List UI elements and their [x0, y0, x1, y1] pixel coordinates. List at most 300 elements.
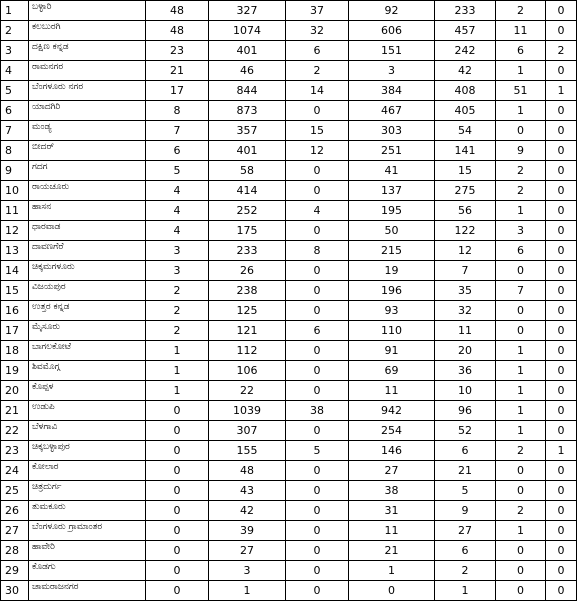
district-name-cell: ಬೀದರ್	[29, 141, 146, 161]
value-cell-col-5: 10	[435, 381, 496, 401]
value-cell-col-2: 238	[209, 281, 286, 301]
value-cell-col-4: 3	[349, 61, 435, 81]
value-cell-col-2: 125	[209, 301, 286, 321]
value-cell-col-7: 0	[546, 481, 577, 501]
value-cell-col-4: 110	[349, 321, 435, 341]
value-cell-col-2: 233	[209, 241, 286, 261]
district-name-cell: ಬಳ್ಳಾರಿ	[29, 1, 146, 21]
table-row	[1, 61, 577, 81]
value-cell-col-5: 52	[435, 421, 496, 441]
table-row	[1, 361, 577, 381]
value-cell-col-7: 0	[546, 421, 577, 441]
district-name-cell: ರಾಯಚೂರು	[29, 181, 146, 201]
table-row	[1, 301, 577, 321]
table-row	[1, 441, 577, 461]
value-cell-col-5: 32	[435, 301, 496, 321]
serial-number-cell: 16	[1, 301, 29, 321]
table-row	[1, 141, 577, 161]
serial-number-cell: 17	[1, 321, 29, 341]
value-cell-col-6: 1	[496, 361, 546, 381]
value-cell-col-7: 0	[546, 321, 577, 341]
value-cell-col-4: 93	[349, 301, 435, 321]
value-cell-col-4: 196	[349, 281, 435, 301]
value-cell-col-1: 4	[146, 201, 209, 221]
value-cell-col-2: 26	[209, 261, 286, 281]
value-cell-col-1: 21	[146, 61, 209, 81]
value-cell-col-5: 242	[435, 41, 496, 61]
district-name-cell: ಚಿಕ್ಕಬಳ್ಳಾಪುರ	[29, 441, 146, 461]
value-cell-col-7: 0	[546, 381, 577, 401]
value-cell-col-4: 606	[349, 21, 435, 41]
value-cell-col-1: 48	[146, 21, 209, 41]
serial-number-cell: 8	[1, 141, 29, 161]
table-row	[1, 121, 577, 141]
value-cell-col-5: 56	[435, 201, 496, 221]
district-name-cell: ಮೈಸೂರು	[29, 321, 146, 341]
value-cell-col-7: 0	[546, 21, 577, 41]
table-row	[1, 241, 577, 261]
value-cell-col-7: 0	[546, 261, 577, 281]
value-cell-col-6: 0	[496, 561, 546, 581]
value-cell-col-4: 942	[349, 401, 435, 421]
district-name-cell: ತುಮಕೂರು	[29, 501, 146, 521]
serial-number-cell: 15	[1, 281, 29, 301]
value-cell-col-7: 0	[546, 561, 577, 581]
district-name-cell: ಶಿವಮೊಗ್ಗ	[29, 361, 146, 381]
value-cell-col-2: 401	[209, 141, 286, 161]
value-cell-col-6: 2	[496, 441, 546, 461]
value-cell-col-1: 23	[146, 41, 209, 61]
serial-number-cell: 26	[1, 501, 29, 521]
value-cell-col-2: 106	[209, 361, 286, 381]
value-cell-col-1: 7	[146, 121, 209, 141]
table-row	[1, 1, 577, 21]
value-cell-col-5: 405	[435, 101, 496, 121]
value-cell-col-3: 0	[286, 521, 349, 541]
serial-number-cell: 10	[1, 181, 29, 201]
value-cell-col-5: 408	[435, 81, 496, 101]
value-cell-col-6: 11	[496, 21, 546, 41]
district-name-cell: ಕೋಲಾರ	[29, 461, 146, 481]
value-cell-col-7: 0	[546, 181, 577, 201]
value-cell-col-1: 3	[146, 241, 209, 261]
value-cell-col-6: 2	[496, 181, 546, 201]
district-name-cell: ದಾವಣಗೆರೆ	[29, 241, 146, 261]
serial-number-cell: 25	[1, 481, 29, 501]
value-cell-col-1: 4	[146, 221, 209, 241]
value-cell-col-5: 15	[435, 161, 496, 181]
value-cell-col-3: 0	[286, 101, 349, 121]
value-cell-col-5: 5	[435, 481, 496, 501]
value-cell-col-4: 151	[349, 41, 435, 61]
value-cell-col-4: 11	[349, 381, 435, 401]
serial-number-cell: 24	[1, 461, 29, 481]
district-name-cell: ಮಂಡ್ಯ	[29, 121, 146, 141]
serial-number-cell: 28	[1, 541, 29, 561]
value-cell-col-2: 252	[209, 201, 286, 221]
value-cell-col-1: 17	[146, 81, 209, 101]
value-cell-col-7: 0	[546, 281, 577, 301]
value-cell-col-3: 37	[286, 1, 349, 21]
value-cell-col-2: 27	[209, 541, 286, 561]
value-cell-col-7: 0	[546, 241, 577, 261]
table-row	[1, 221, 577, 241]
value-cell-col-4: 251	[349, 141, 435, 161]
value-cell-col-4: 50	[349, 221, 435, 241]
value-cell-col-5: 9	[435, 501, 496, 521]
value-cell-col-3: 12	[286, 141, 349, 161]
value-cell-col-1: 4	[146, 181, 209, 201]
value-cell-col-6: 0	[496, 121, 546, 141]
value-cell-col-6: 0	[496, 581, 546, 601]
value-cell-col-1: 0	[146, 461, 209, 481]
table-row	[1, 521, 577, 541]
value-cell-col-1: 1	[146, 361, 209, 381]
value-cell-col-3: 0	[286, 361, 349, 381]
value-cell-col-7: 0	[546, 201, 577, 221]
value-cell-col-2: 42	[209, 501, 286, 521]
value-cell-col-4: 92	[349, 1, 435, 21]
table-row	[1, 461, 577, 481]
value-cell-col-1: 48	[146, 1, 209, 21]
value-cell-col-4: 146	[349, 441, 435, 461]
district-name-cell: ಹಾಸನ	[29, 201, 146, 221]
value-cell-col-6: 6	[496, 41, 546, 61]
value-cell-col-4: 21	[349, 541, 435, 561]
value-cell-col-1: 5	[146, 161, 209, 181]
table-row	[1, 501, 577, 521]
value-cell-col-7: 1	[546, 81, 577, 101]
value-cell-col-1: 2	[146, 281, 209, 301]
district-name-cell: ಕೊಪ್ಪಳ	[29, 381, 146, 401]
district-name-cell: ಹಾವೇರಿ	[29, 541, 146, 561]
value-cell-col-2: 39	[209, 521, 286, 541]
value-cell-col-7: 0	[546, 1, 577, 21]
table-row	[1, 581, 577, 601]
value-cell-col-6: 1	[496, 401, 546, 421]
value-cell-col-2: 307	[209, 421, 286, 441]
value-cell-col-3: 5	[286, 441, 349, 461]
value-cell-col-6: 2	[496, 501, 546, 521]
value-cell-col-7: 0	[546, 461, 577, 481]
value-cell-col-3: 0	[286, 581, 349, 601]
value-cell-col-4: 254	[349, 421, 435, 441]
table-row	[1, 541, 577, 561]
value-cell-col-7: 0	[546, 521, 577, 541]
serial-number-cell: 13	[1, 241, 29, 261]
value-cell-col-6: 0	[496, 481, 546, 501]
table-row	[1, 381, 577, 401]
value-cell-col-6: 3	[496, 221, 546, 241]
table-row	[1, 561, 577, 581]
value-cell-col-5: 233	[435, 1, 496, 21]
value-cell-col-2: 22	[209, 381, 286, 401]
district-name-cell: ಬಾಗಲಕೋಟೆ	[29, 341, 146, 361]
value-cell-col-4: 27	[349, 461, 435, 481]
value-cell-col-5: 36	[435, 361, 496, 381]
value-cell-col-1: 3	[146, 261, 209, 281]
table-row	[1, 341, 577, 361]
value-cell-col-2: 327	[209, 1, 286, 21]
value-cell-col-2: 175	[209, 221, 286, 241]
value-cell-col-2: 844	[209, 81, 286, 101]
district-name-cell: ಕೊಡಗು	[29, 561, 146, 581]
serial-number-cell: 1	[1, 1, 29, 21]
value-cell-col-2: 3	[209, 561, 286, 581]
serial-number-cell: 20	[1, 381, 29, 401]
value-cell-col-7: 2	[546, 41, 577, 61]
value-cell-col-3: 0	[286, 541, 349, 561]
district-name-cell: ಕಲಬುರಗಿ	[29, 21, 146, 41]
value-cell-col-7: 0	[546, 121, 577, 141]
value-cell-col-4: 31	[349, 501, 435, 521]
value-cell-col-3: 0	[286, 381, 349, 401]
value-cell-col-4: 467	[349, 101, 435, 121]
value-cell-col-1: 0	[146, 541, 209, 561]
value-cell-col-1: 0	[146, 481, 209, 501]
value-cell-col-3: 0	[286, 461, 349, 481]
serial-number-cell: 14	[1, 261, 29, 281]
value-cell-col-5: 6	[435, 541, 496, 561]
value-cell-col-3: 0	[286, 161, 349, 181]
serial-number-cell: 3	[1, 41, 29, 61]
value-cell-col-6: 1	[496, 201, 546, 221]
serial-number-cell: 7	[1, 121, 29, 141]
value-cell-col-4: 137	[349, 181, 435, 201]
value-cell-col-4: 215	[349, 241, 435, 261]
district-name-cell: ಉತ್ತರ ಕನ್ನಡ	[29, 301, 146, 321]
value-cell-col-6: 0	[496, 541, 546, 561]
value-cell-col-7: 0	[546, 541, 577, 561]
value-cell-col-2: 155	[209, 441, 286, 461]
value-cell-col-1: 0	[146, 501, 209, 521]
district-name-cell: ಚಿಕ್ಕಮಗಳೂರು	[29, 261, 146, 281]
table-row	[1, 161, 577, 181]
value-cell-col-1: 6	[146, 141, 209, 161]
district-name-cell: ಧಾರವಾಡ	[29, 221, 146, 241]
value-cell-col-7: 0	[546, 161, 577, 181]
district-name-cell: ಯಾದಗಿರಿ	[29, 101, 146, 121]
serial-number-cell: 29	[1, 561, 29, 581]
value-cell-col-5: 12	[435, 241, 496, 261]
value-cell-col-5: 275	[435, 181, 496, 201]
value-cell-col-3: 14	[286, 81, 349, 101]
value-cell-col-2: 46	[209, 61, 286, 81]
value-cell-col-4: 11	[349, 521, 435, 541]
serial-number-cell: 21	[1, 401, 29, 421]
serial-number-cell: 27	[1, 521, 29, 541]
value-cell-col-3: 0	[286, 561, 349, 581]
value-cell-col-5: 2	[435, 561, 496, 581]
value-cell-col-6: 0	[496, 461, 546, 481]
value-cell-col-2: 58	[209, 161, 286, 181]
value-cell-col-4: 1	[349, 561, 435, 581]
value-cell-col-6: 1	[496, 101, 546, 121]
value-cell-col-3: 6	[286, 321, 349, 341]
value-cell-col-1: 0	[146, 441, 209, 461]
table-body	[1, 1, 577, 601]
value-cell-col-2: 1039	[209, 401, 286, 421]
serial-number-cell: 11	[1, 201, 29, 221]
value-cell-col-1: 2	[146, 301, 209, 321]
value-cell-col-4: 41	[349, 161, 435, 181]
value-cell-col-7: 0	[546, 101, 577, 121]
value-cell-col-6: 1	[496, 341, 546, 361]
value-cell-col-7: 0	[546, 61, 577, 81]
value-cell-col-3: 15	[286, 121, 349, 141]
table-row	[1, 101, 577, 121]
district-name-cell: ಚಾಮರಾಜನಗರ	[29, 581, 146, 601]
value-cell-col-2: 357	[209, 121, 286, 141]
value-cell-col-7: 0	[546, 301, 577, 321]
value-cell-col-6: 7	[496, 281, 546, 301]
value-cell-col-6: 1	[496, 381, 546, 401]
table-row	[1, 201, 577, 221]
value-cell-col-4: 384	[349, 81, 435, 101]
value-cell-col-5: 1	[435, 581, 496, 601]
serial-number-cell: 9	[1, 161, 29, 181]
table-row	[1, 321, 577, 341]
value-cell-col-7: 0	[546, 581, 577, 601]
table-row	[1, 41, 577, 61]
value-cell-col-5: 141	[435, 141, 496, 161]
value-cell-col-3: 6	[286, 41, 349, 61]
value-cell-col-5: 122	[435, 221, 496, 241]
value-cell-col-5: 21	[435, 461, 496, 481]
table-row	[1, 481, 577, 501]
value-cell-col-3: 38	[286, 401, 349, 421]
value-cell-col-7: 0	[546, 221, 577, 241]
serial-number-cell: 22	[1, 421, 29, 441]
district-name-cell: ವಿಜಯಪುರ	[29, 281, 146, 301]
value-cell-col-2: 112	[209, 341, 286, 361]
value-cell-col-3: 0	[286, 341, 349, 361]
value-cell-col-3: 0	[286, 421, 349, 441]
value-cell-col-3: 8	[286, 241, 349, 261]
value-cell-col-4: 38	[349, 481, 435, 501]
value-cell-col-4: 91	[349, 341, 435, 361]
value-cell-col-4: 69	[349, 361, 435, 381]
value-cell-col-6: 0	[496, 261, 546, 281]
value-cell-col-5: 35	[435, 281, 496, 301]
district-name-cell: ದಕ್ಷಿಣ ಕನ್ನಡ	[29, 41, 146, 61]
value-cell-col-3: 4	[286, 201, 349, 221]
value-cell-col-1: 2	[146, 321, 209, 341]
value-cell-col-4: 19	[349, 261, 435, 281]
value-cell-col-1: 0	[146, 421, 209, 441]
value-cell-col-2: 48	[209, 461, 286, 481]
value-cell-col-1: 8	[146, 101, 209, 121]
table-row	[1, 401, 577, 421]
serial-number-cell: 30	[1, 581, 29, 601]
value-cell-col-3: 0	[286, 181, 349, 201]
value-cell-col-5: 27	[435, 521, 496, 541]
value-cell-col-6: 1	[496, 521, 546, 541]
district-name-cell: ಬೆಂಗಳೂರು ಗ್ರಾಮಾಂತರ	[29, 521, 146, 541]
value-cell-col-3: 0	[286, 281, 349, 301]
table-row	[1, 261, 577, 281]
table-row	[1, 21, 577, 41]
value-cell-col-2: 1	[209, 581, 286, 601]
value-cell-col-6: 2	[496, 1, 546, 21]
value-cell-col-7: 0	[546, 341, 577, 361]
district-name-cell: ಬೆಂಗಳೂರು ನಗರ	[29, 81, 146, 101]
value-cell-col-3: 0	[286, 221, 349, 241]
district-name-cell: ಗದಗ	[29, 161, 146, 181]
value-cell-col-6: 6	[496, 241, 546, 261]
table-row	[1, 81, 577, 101]
serial-number-cell: 23	[1, 441, 29, 461]
value-cell-col-5: 6	[435, 441, 496, 461]
value-cell-col-7: 0	[546, 361, 577, 381]
value-cell-col-2: 414	[209, 181, 286, 201]
value-cell-col-3: 0	[286, 481, 349, 501]
value-cell-col-7: 0	[546, 141, 577, 161]
serial-number-cell: 6	[1, 101, 29, 121]
district-name-cell: ಬೆಳಗಾವಿ	[29, 421, 146, 441]
value-cell-col-2: 401	[209, 41, 286, 61]
value-cell-col-6: 1	[496, 421, 546, 441]
serial-number-cell: 2	[1, 21, 29, 41]
serial-number-cell: 5	[1, 81, 29, 101]
value-cell-col-1: 1	[146, 341, 209, 361]
value-cell-col-2: 43	[209, 481, 286, 501]
table-row	[1, 281, 577, 301]
value-cell-col-7: 0	[546, 401, 577, 421]
value-cell-col-1: 0	[146, 521, 209, 541]
value-cell-col-2: 121	[209, 321, 286, 341]
value-cell-col-6: 0	[496, 321, 546, 341]
district-name-cell: ಉಡುಪಿ	[29, 401, 146, 421]
value-cell-col-3: 2	[286, 61, 349, 81]
value-cell-col-5: 11	[435, 321, 496, 341]
value-cell-col-5: 457	[435, 21, 496, 41]
value-cell-col-1: 0	[146, 581, 209, 601]
value-cell-col-4: 303	[349, 121, 435, 141]
value-cell-col-5: 7	[435, 261, 496, 281]
value-cell-col-4: 195	[349, 201, 435, 221]
district-name-cell: ಚಿತ್ರದುರ್ಗ	[29, 481, 146, 501]
value-cell-col-2: 873	[209, 101, 286, 121]
table-row	[1, 421, 577, 441]
value-cell-col-3: 0	[286, 301, 349, 321]
value-cell-col-6: 9	[496, 141, 546, 161]
value-cell-col-1: 1	[146, 381, 209, 401]
district-name-cell: ರಾಮನಗರ	[29, 61, 146, 81]
value-cell-col-7: 0	[546, 501, 577, 521]
value-cell-col-4: 0	[349, 581, 435, 601]
value-cell-col-5: 54	[435, 121, 496, 141]
value-cell-col-6: 0	[496, 301, 546, 321]
value-cell-col-3: 0	[286, 261, 349, 281]
value-cell-col-7: 1	[546, 441, 577, 461]
value-cell-col-1: 0	[146, 561, 209, 581]
serial-number-cell: 19	[1, 361, 29, 381]
value-cell-col-5: 42	[435, 61, 496, 81]
value-cell-col-1: 0	[146, 401, 209, 421]
value-cell-col-6: 2	[496, 161, 546, 181]
value-cell-col-3: 32	[286, 21, 349, 41]
value-cell-col-3: 0	[286, 501, 349, 521]
value-cell-col-6: 1	[496, 61, 546, 81]
serial-number-cell: 12	[1, 221, 29, 241]
serial-number-cell: 4	[1, 61, 29, 81]
value-cell-col-6: 51	[496, 81, 546, 101]
value-cell-col-5: 20	[435, 341, 496, 361]
value-cell-col-5: 96	[435, 401, 496, 421]
table-row	[1, 181, 577, 201]
serial-number-cell: 18	[1, 341, 29, 361]
